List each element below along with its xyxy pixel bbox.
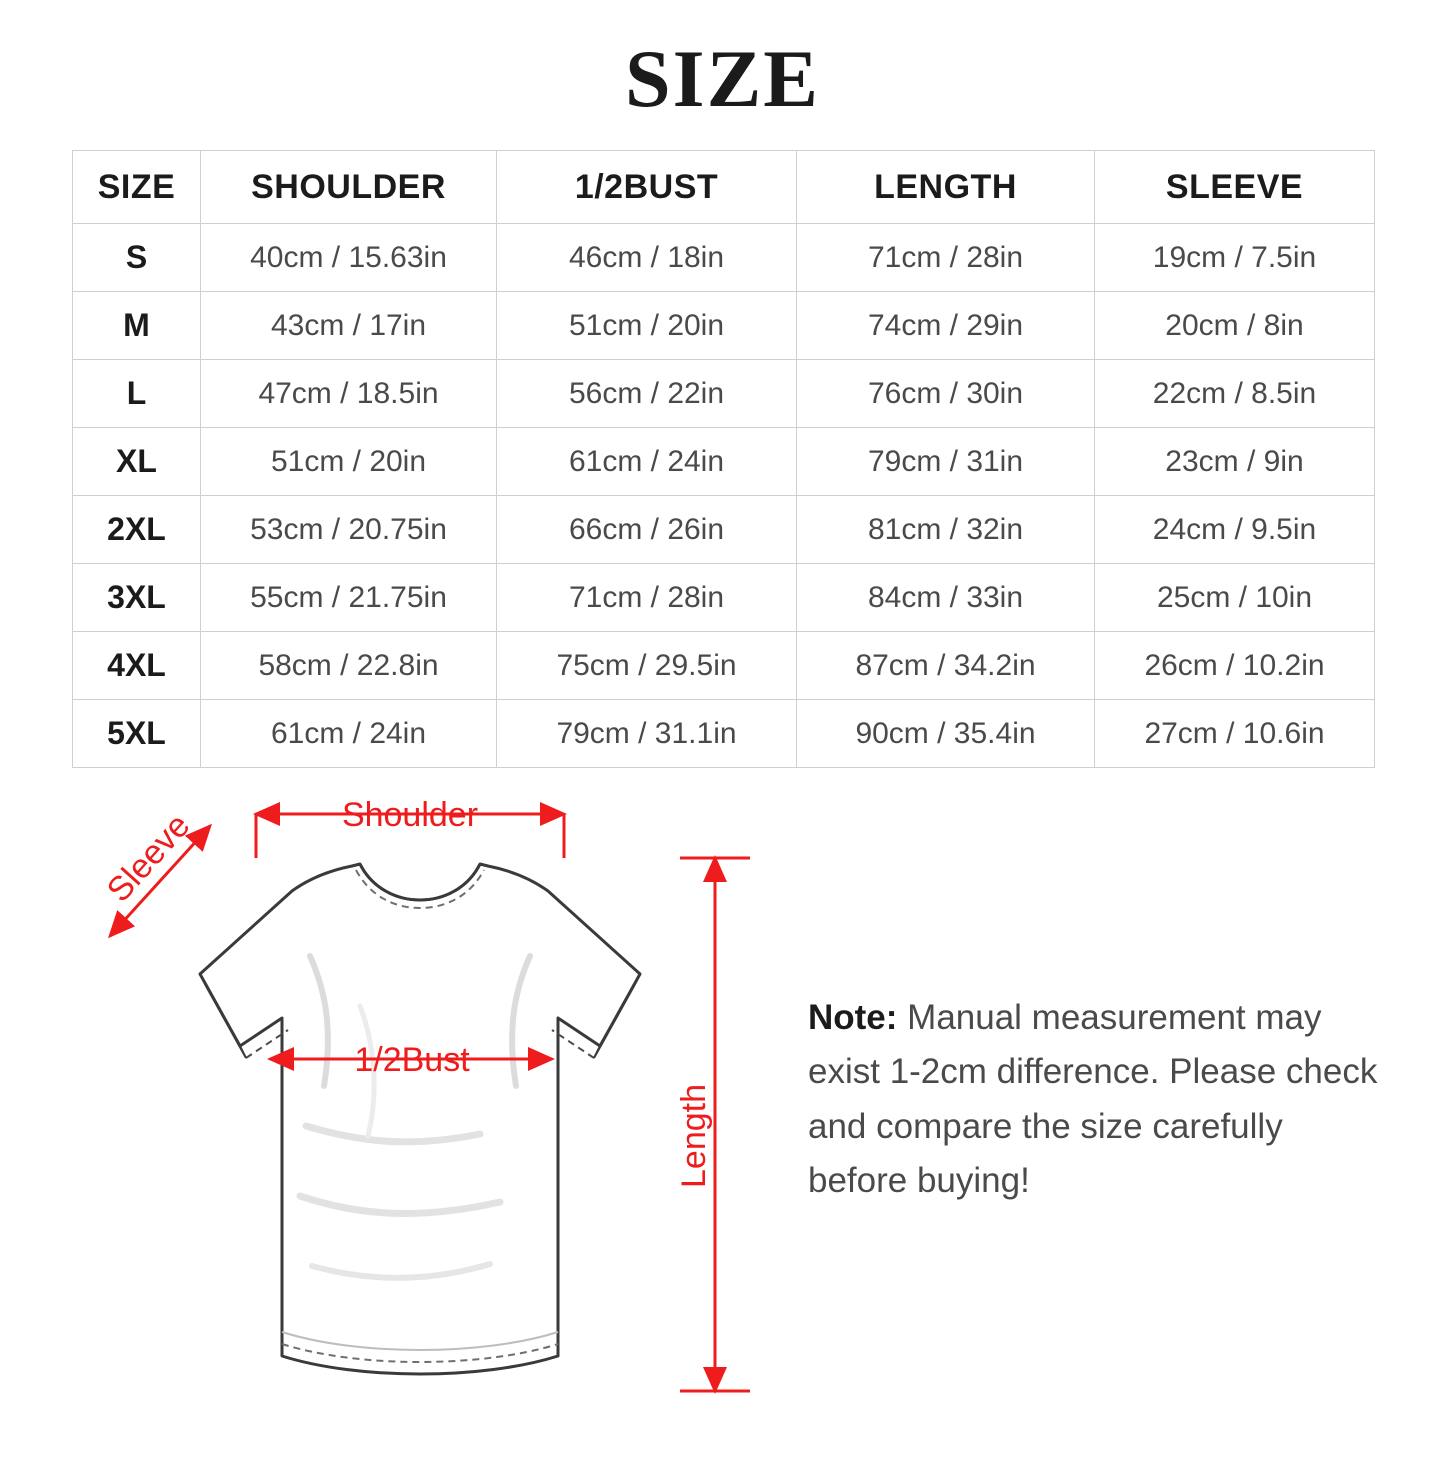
cell-bust: 71cm / 28in <box>497 564 797 632</box>
cell-length: 74cm / 29in <box>797 292 1095 360</box>
note-text: Manual measurement may exist 1-2cm difference. Please check and compare the size carefully before buying! <box>808 998 1378 1200</box>
column-header-length: LENGTH <box>797 151 1095 224</box>
cell-length: 81cm / 32in <box>797 496 1095 564</box>
note-block <box>808 991 1388 1208</box>
cell-sleeve: 26cm / 10.2in <box>1095 632 1375 700</box>
tshirt-measurement-diagram <box>60 796 780 1446</box>
cell-shoulder: 51cm / 20in <box>201 428 497 496</box>
cell-size: L <box>73 360 201 428</box>
cell-length: 76cm / 30in <box>797 360 1095 428</box>
column-header-sleeve: SLEEVE <box>1095 151 1375 224</box>
table-row <box>73 224 1375 292</box>
cell-shoulder: 43cm / 17in <box>201 292 497 360</box>
cell-length: 79cm / 31in <box>797 428 1095 496</box>
cell-length: 71cm / 28in <box>797 224 1095 292</box>
cell-sleeve: 23cm / 9in <box>1095 428 1375 496</box>
column-header-size: SIZE <box>73 151 201 224</box>
label-sleeve: Sleeve <box>99 806 198 910</box>
cell-bust: 75cm / 29.5in <box>497 632 797 700</box>
cell-bust: 46cm / 18in <box>497 224 797 292</box>
label-length: Length <box>675 1084 713 1188</box>
table-row <box>73 292 1375 360</box>
cell-size: 3XL <box>73 564 201 632</box>
cell-length: 84cm / 33in <box>797 564 1095 632</box>
cell-shoulder: 61cm / 24in <box>201 700 497 768</box>
table-row <box>73 564 1375 632</box>
cell-size: 5XL <box>73 700 201 768</box>
cell-shoulder: 58cm / 22.8in <box>201 632 497 700</box>
cell-size: 2XL <box>73 496 201 564</box>
cell-size: XL <box>73 428 201 496</box>
measure-shoulder <box>256 796 564 858</box>
measure-sleeve <box>100 807 210 936</box>
cell-sleeve: 24cm / 9.5in <box>1095 496 1375 564</box>
table-header <box>73 151 1375 224</box>
label-shoulder: Shoulder <box>341 796 479 834</box>
table-row <box>73 700 1375 768</box>
cell-length: 90cm / 35.4in <box>797 700 1095 768</box>
cell-sleeve: 20cm / 8in <box>1095 292 1375 360</box>
size-chart-table <box>72 150 1375 768</box>
table-header-row <box>73 151 1375 224</box>
cell-bust: 79cm / 31.1in <box>497 700 797 768</box>
cell-bust: 61cm / 24in <box>497 428 797 496</box>
cell-sleeve: 19cm / 7.5in <box>1095 224 1375 292</box>
table-row <box>73 496 1375 564</box>
column-header-shoulder: SHOULDER <box>201 151 497 224</box>
cell-shoulder: 55cm / 21.75in <box>201 564 497 632</box>
cell-size: 4XL <box>73 632 201 700</box>
size-chart-table-wrapper <box>72 150 1373 768</box>
cell-bust: 66cm / 26in <box>497 496 797 564</box>
table-row <box>73 428 1375 496</box>
cell-shoulder: 40cm / 15.63in <box>201 224 497 292</box>
cell-sleeve: 22cm / 8.5in <box>1095 360 1375 428</box>
cell-shoulder: 47cm / 18.5in <box>201 360 497 428</box>
cell-length: 87cm / 34.2in <box>797 632 1095 700</box>
measure-length <box>675 858 750 1391</box>
table-row <box>73 360 1375 428</box>
cell-size: S <box>73 224 201 292</box>
label-bust: 1/2Bust <box>354 1041 470 1079</box>
cell-bust: 56cm / 22in <box>497 360 797 428</box>
measurement-diagram-section <box>0 796 1445 1456</box>
table-body <box>73 224 1375 768</box>
cell-sleeve: 27cm / 10.6in <box>1095 700 1375 768</box>
cell-shoulder: 53cm / 20.75in <box>201 496 497 564</box>
cell-sleeve: 25cm / 10in <box>1095 564 1375 632</box>
cell-size: M <box>73 292 201 360</box>
note-label: Note: <box>808 998 898 1037</box>
table-row <box>73 632 1375 700</box>
column-header-bust: 1/2BUST <box>497 151 797 224</box>
page-title: SIZE <box>625 33 820 124</box>
tshirt-illustration <box>200 864 640 1374</box>
cell-bust: 51cm / 20in <box>497 292 797 360</box>
